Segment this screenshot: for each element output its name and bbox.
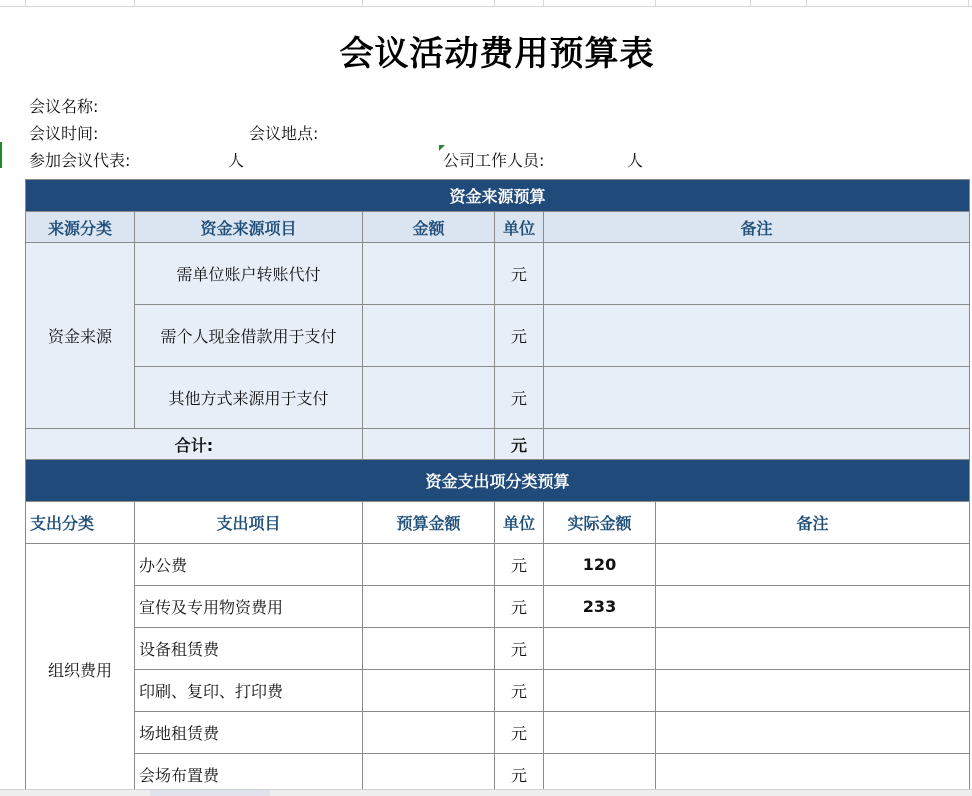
expense-budget-cell[interactable] bbox=[363, 586, 495, 628]
expense-actual-cell[interactable] bbox=[544, 628, 656, 670]
expense-unit-cell[interactable]: 元 bbox=[495, 754, 544, 796]
expense-note-cell[interactable] bbox=[656, 586, 970, 628]
funding-note-cell[interactable] bbox=[544, 243, 970, 305]
expense-header-budget[interactable]: 预算金额 bbox=[363, 502, 495, 544]
meeting-time-label[interactable]: 会议时间: bbox=[29, 124, 99, 143]
expense-row bbox=[26, 670, 970, 712]
funding-item-cell[interactable]: 需个人现金借款用于支付 bbox=[135, 305, 363, 367]
funding-item-cell[interactable]: 需单位账户转账代付 bbox=[135, 243, 363, 305]
funding-total-label[interactable]: 合计: bbox=[26, 429, 363, 460]
active-row-marker bbox=[0, 142, 2, 168]
expense-item-cell[interactable]: 设备租赁费 bbox=[135, 628, 363, 670]
expense-note-cell[interactable] bbox=[656, 712, 970, 754]
funding-header-unit[interactable]: 单位 bbox=[495, 212, 544, 243]
expense-section-title[interactable]: 资金支出项分类预算 bbox=[26, 460, 970, 502]
expense-unit-cell[interactable]: 元 bbox=[495, 544, 544, 586]
funding-header-item[interactable]: 资金来源项目 bbox=[135, 212, 363, 243]
funding-total-row bbox=[26, 429, 970, 460]
meeting-place-label[interactable]: 会议地点: bbox=[249, 124, 319, 143]
scrollbar-thumb[interactable] bbox=[150, 790, 270, 796]
funding-row bbox=[26, 305, 970, 367]
staff-unit[interactable]: 人 bbox=[627, 151, 644, 170]
expense-item-cell[interactable]: 宣传及专用物资费用 bbox=[135, 586, 363, 628]
attendees-label[interactable]: 参加会议代表: bbox=[29, 151, 131, 170]
expense-row bbox=[26, 628, 970, 670]
funding-category-cell[interactable]: 资金来源 bbox=[26, 243, 135, 429]
funding-header-category[interactable]: 来源分类 bbox=[26, 212, 135, 243]
expense-unit-cell[interactable]: 元 bbox=[495, 670, 544, 712]
expense-row bbox=[26, 586, 970, 628]
expense-item-cell[interactable]: 会场布置费 bbox=[135, 754, 363, 796]
funding-note-cell[interactable] bbox=[544, 367, 970, 429]
funding-header-amount[interactable]: 金额 bbox=[363, 212, 495, 243]
expense-category-cell[interactable]: 组织费用 bbox=[26, 544, 135, 796]
expense-note-cell[interactable] bbox=[656, 670, 970, 712]
expense-actual-cell[interactable]: 233 bbox=[544, 586, 656, 628]
expense-actual-cell[interactable] bbox=[544, 670, 656, 712]
expense-note-cell[interactable] bbox=[656, 628, 970, 670]
attendees-unit[interactable]: 人 bbox=[228, 151, 245, 170]
expense-item-cell[interactable]: 场地租赁费 bbox=[135, 712, 363, 754]
expense-item-cell[interactable]: 印刷、复印、打印费 bbox=[135, 670, 363, 712]
funding-header-note[interactable]: 备注 bbox=[544, 212, 970, 243]
expense-budget-cell[interactable] bbox=[363, 670, 495, 712]
funding-note-cell[interactable] bbox=[544, 305, 970, 367]
column-grid-strip bbox=[0, 0, 972, 7]
expense-actual-cell[interactable]: 120 bbox=[544, 544, 656, 586]
expense-section-header bbox=[26, 460, 970, 502]
expense-budget-cell[interactable] bbox=[363, 628, 495, 670]
funding-total-note[interactable] bbox=[544, 429, 970, 460]
funding-unit-cell[interactable]: 元 bbox=[495, 305, 544, 367]
funding-row bbox=[26, 243, 970, 305]
staff-label[interactable]: 公司工作人员: bbox=[443, 151, 545, 170]
expense-actual-cell[interactable] bbox=[544, 712, 656, 754]
meeting-name-label[interactable]: 会议名称: bbox=[29, 97, 99, 116]
funding-section-title[interactable]: 资金来源预算 bbox=[26, 180, 970, 212]
funding-row bbox=[26, 367, 970, 429]
funding-amount-cell[interactable] bbox=[363, 305, 495, 367]
funding-item-cell[interactable]: 其他方式来源用于支付 bbox=[135, 367, 363, 429]
funding-unit-cell[interactable]: 元 bbox=[495, 243, 544, 305]
funding-section-header bbox=[26, 180, 970, 212]
expense-header-actual[interactable]: 实际金额 bbox=[544, 502, 656, 544]
expense-note-cell[interactable] bbox=[656, 544, 970, 586]
funding-total-amount[interactable] bbox=[363, 429, 495, 460]
funding-total-unit[interactable]: 元 bbox=[495, 429, 544, 460]
expense-unit-cell[interactable]: 元 bbox=[495, 712, 544, 754]
expense-item-cell[interactable]: 办公费 bbox=[135, 544, 363, 586]
expense-header-category[interactable]: 支出分类 bbox=[26, 502, 135, 544]
expense-header-row bbox=[26, 502, 970, 544]
budget-table bbox=[25, 179, 970, 796]
expense-unit-cell[interactable]: 元 bbox=[495, 628, 544, 670]
expense-row bbox=[26, 544, 970, 586]
expense-unit-cell[interactable]: 元 bbox=[495, 586, 544, 628]
expense-header-note[interactable]: 备注 bbox=[656, 502, 970, 544]
expense-header-unit[interactable]: 单位 bbox=[495, 502, 544, 544]
funding-amount-cell[interactable] bbox=[363, 367, 495, 429]
funding-unit-cell[interactable]: 元 bbox=[495, 367, 544, 429]
expense-budget-cell[interactable] bbox=[363, 544, 495, 586]
expense-row bbox=[26, 712, 970, 754]
funding-amount-cell[interactable] bbox=[363, 243, 495, 305]
sheet-title[interactable]: 会议活动费用预算表 bbox=[339, 34, 655, 74]
funding-header-row bbox=[26, 212, 970, 243]
expense-budget-cell[interactable] bbox=[363, 712, 495, 754]
expense-header-item[interactable]: 支出项目 bbox=[135, 502, 363, 544]
